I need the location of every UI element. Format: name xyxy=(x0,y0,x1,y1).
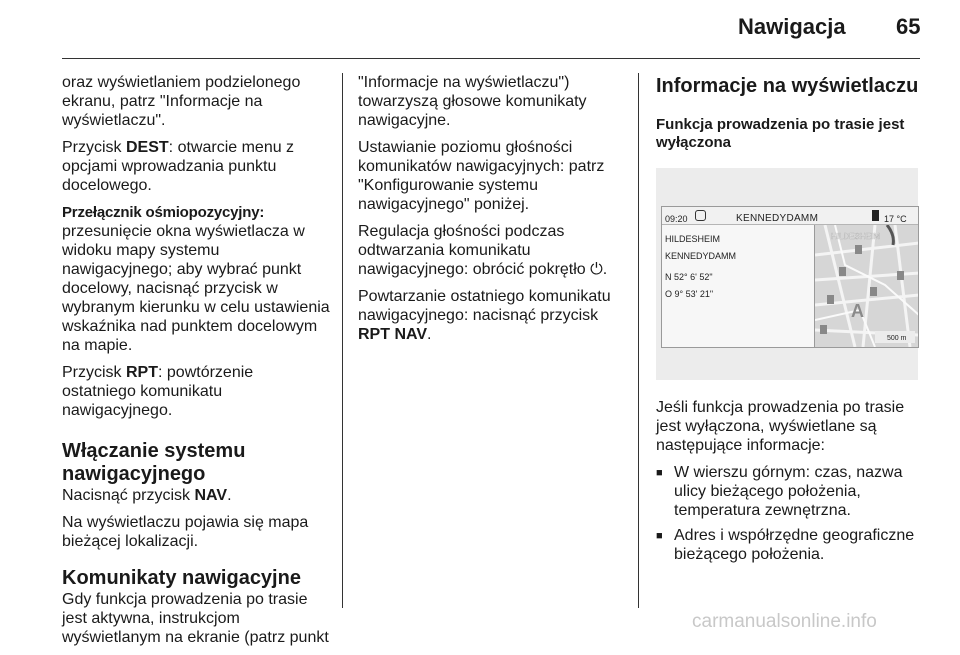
paragraph: oraz wyświetlaniem podzielonego ekranu, patrz "Informacje na wyświetlaczu". xyxy=(62,74,301,129)
paragraph: Regulacja głośności podczas odtwarzania komunikatu nawigacyjnego: obrócić pokrętło ⏻. xyxy=(358,223,608,278)
bullet-list xyxy=(656,463,920,564)
page-number: 65 xyxy=(896,14,921,39)
gps-icon xyxy=(695,210,706,221)
display-address: KENNEDYDAMM xyxy=(665,251,737,261)
display-longitude: O 9° 53' 21" xyxy=(665,289,714,299)
key-rpt-nav: RPT NAV xyxy=(358,326,428,343)
display-latitude: N 52° 6' 52" xyxy=(665,272,713,282)
paragraph: przesunięcie okna wyświetlacza w widoku mapy systemu nawigacyjnego; aby wybrać punkt docelowy, nacisnąć przycisk w wybranym kierunku w celu ustawienia wskaźnika nad punktem docelowym na mapie. xyxy=(62,223,330,354)
subsection-heading: Funkcja prowadzenia po trasie jest wyłączona xyxy=(656,116,905,151)
paragraph: "Informacje na wyświetlaczu") towarzyszą głosowe komunikaty nawigacyjne. xyxy=(358,74,587,129)
key-nav: NAV xyxy=(194,487,228,504)
display-map xyxy=(814,225,919,347)
list-item: ■ W wierszu górnym: czas, nazwa ulicy bieżącego położenia, temperatura zewnętrzna. xyxy=(656,464,903,519)
paragraph: Przycisk DEST: otwarcie menu z opcjami wprowadzania punktu docelowego. xyxy=(62,139,295,194)
column-divider xyxy=(638,73,639,608)
display-screenshot xyxy=(656,168,918,380)
watermark: carmanualsonline.info xyxy=(692,611,877,632)
nav-display xyxy=(661,206,919,348)
header-title: Nawigacja xyxy=(738,14,846,39)
paragraph: Nacisnąć przycisk NAV. xyxy=(62,487,232,504)
column-2 xyxy=(358,73,620,352)
paragraph: Ustawianie poziomu głośności komunikatów nawigacyjnych: patrz "Konfigurowanie systemu nawigacyjnego" poniżej. xyxy=(358,139,605,213)
column-divider xyxy=(342,73,343,608)
display-info-panel xyxy=(662,225,814,347)
section-heading: Włączanie systemu nawigacyjnego xyxy=(62,440,246,485)
display-top-bar xyxy=(662,207,918,225)
display-temperature: 17 °C xyxy=(884,214,907,224)
paragraph: Gdy funkcja prowadzenia po trasie jest aktywna, instrukcjom wyświetlanym na ekranie (patrz punkt xyxy=(62,591,329,646)
display-street: KENNEDYDAMM xyxy=(736,213,819,224)
section-heading: Informacje na wyświetlaczu xyxy=(656,75,919,97)
column-1 xyxy=(62,73,330,655)
column-3 xyxy=(656,73,920,570)
phone-icon xyxy=(872,210,879,221)
paragraph: Jeśli funkcja prowadzenia po trasie jest wyłączona, wyświetlane są następujące informacje: xyxy=(656,399,905,454)
bullet-icon: ■ xyxy=(656,530,663,542)
subheading: Przełącznik ośmiopozycyjny: xyxy=(62,204,265,221)
key-rpt: RPT xyxy=(126,364,158,381)
map-marker-label: A xyxy=(851,301,864,321)
display-city: HILDESHEIM xyxy=(665,234,721,244)
key-dest: DEST xyxy=(126,139,169,156)
map-city-label: HILDESHEIM xyxy=(831,232,880,241)
map-graphic xyxy=(815,225,919,347)
paragraph: Przycisk RPT: powtórzenie ostatniego komunikatu nawigacyjnego. xyxy=(62,364,254,419)
list-item: ■ Adres i współrzędne geograficzne bieżącego położenia. xyxy=(656,527,915,563)
paragraph: Powtarzanie ostatniego komunikatu nawigacyjnego: nacisnąć przycisk RPT NAV. xyxy=(358,288,611,343)
bullet-icon: ■ xyxy=(656,467,663,479)
header-rule xyxy=(62,58,920,59)
paragraph: Na wyświetlaczu pojawia się mapa bieżącej lokalizacji. xyxy=(62,514,309,550)
map-scale-label: 500 m xyxy=(887,335,907,342)
display-time: 09:20 xyxy=(665,214,688,224)
section-heading: Komunikaty nawigacyjne xyxy=(62,567,301,589)
